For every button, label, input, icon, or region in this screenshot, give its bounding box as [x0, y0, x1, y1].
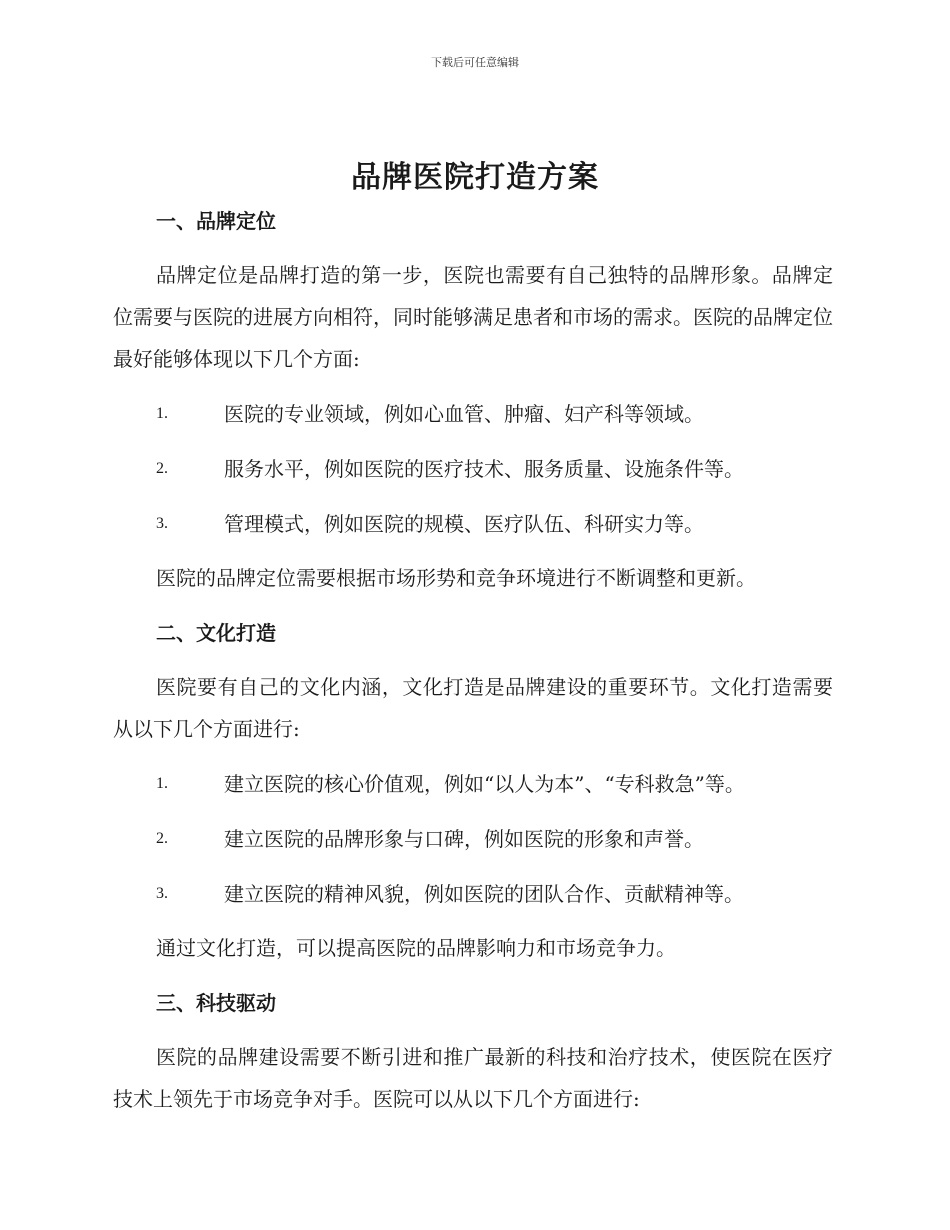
list-text: 医院的专业领域，例如心血管、肿瘤、妇产科等领域。	[224, 402, 704, 426]
document-body	[113, 200, 833, 1120]
list-number: 3.	[156, 515, 168, 532]
section-intro-paragraph: 医院要有自己的文化内涵，文化打造是品牌建设的重要环节。文化打造需要从以下几个方面进行:	[113, 675, 833, 741]
list-item	[113, 818, 833, 860]
list-number: 1.	[156, 775, 168, 792]
list-number: 1.	[156, 405, 168, 422]
list-text: 服务水平，例如医院的医疗技术、服务质量、设施条件等。	[224, 457, 744, 481]
list-number: 2.	[156, 460, 168, 477]
section-heading-brand-positioning: 一、品牌定位	[156, 209, 276, 233]
section-intro-paragraph: 品牌定位是品牌打造的第一步，医院也需要有自己独特的品牌形象。品牌定位需要与医院的进展方向相符，同时能够满足患者和市场的需求。医院的品牌定位最好能够体现以下几个方面:	[113, 263, 833, 371]
list-text: 建立医院的核心价值观，例如“以人为本”、“专科救急”等。	[224, 772, 745, 796]
section-intro-paragraph: 医院的品牌建设需要不断引进和推广最新的科技和治疗技术，使医院在医疗技术上领先于市场竞争对手。医院可以从以下几个方面进行:	[113, 1045, 833, 1111]
list-text: 管理模式，例如医院的规模、医疗队伍、科研实力等。	[224, 512, 704, 536]
list-item	[113, 873, 833, 915]
section-heading-culture: 二、文化打造	[156, 621, 276, 645]
list-number: 2.	[156, 830, 168, 847]
list-number: 3.	[156, 885, 168, 902]
list-text: 建立医院的精神风貌，例如医院的团队合作、贡献精神等。	[224, 882, 744, 906]
list-item	[113, 448, 833, 490]
list-item	[113, 763, 833, 805]
list-item	[113, 393, 833, 435]
section-heading-technology: 三、科技驱动	[156, 991, 276, 1015]
header-note: 下载后可任意编辑	[431, 56, 519, 69]
section-summary-paragraph: 医院的品牌定位需要根据市场形势和竞争环境进行不断调整和更新。	[156, 566, 756, 590]
list-item	[113, 503, 833, 545]
list-text: 建立医院的品牌形象与口碑，例如医院的形象和声誉。	[224, 827, 704, 851]
document-title: 品牌医院打造方案	[351, 160, 599, 195]
section-summary-paragraph: 通过文化打造，可以提高医院的品牌影响力和市场竞争力。	[156, 936, 676, 960]
